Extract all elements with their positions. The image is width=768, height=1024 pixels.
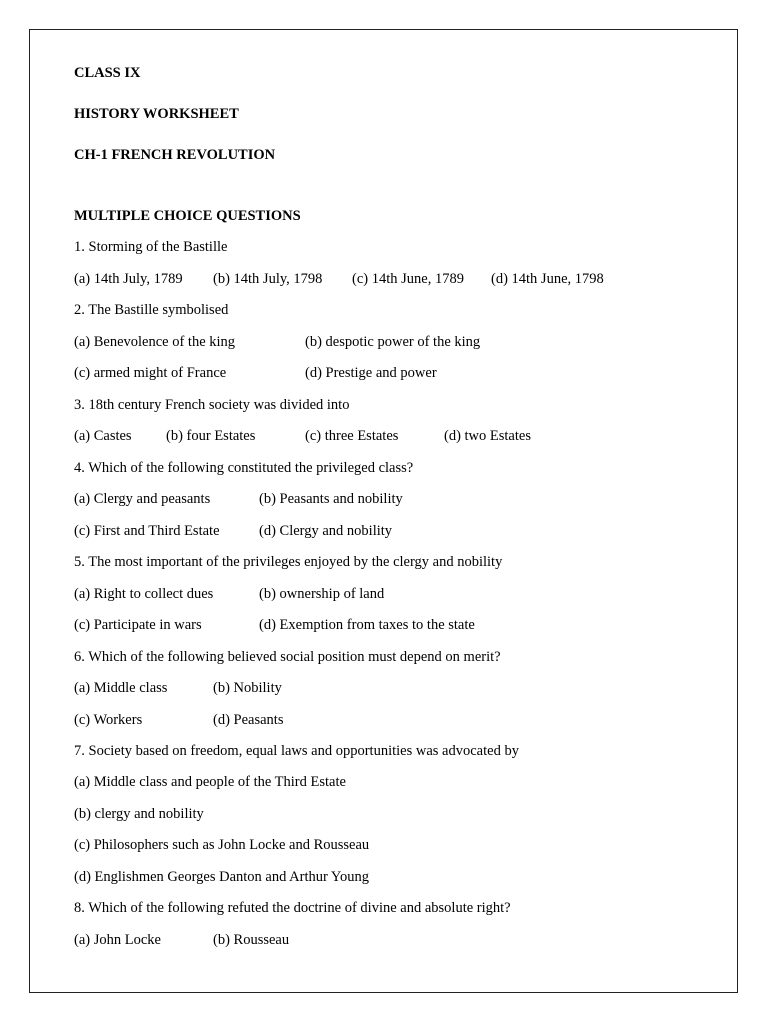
option-c: (c) three Estates — [305, 428, 399, 444]
option-c: (c) Participate in wars — [74, 617, 202, 633]
option-a: (a) Castes — [74, 428, 132, 444]
option-c: (c) Philosophers such as John Locke and Rousseau — [74, 837, 370, 853]
option-c: (c) Workers — [74, 712, 143, 728]
option-d: (d) Exemption from taxes to the state — [259, 617, 475, 633]
question-4: 4. Which of the following constituted the privileged class? — [74, 460, 414, 476]
option-b: (b) ownership of land — [259, 586, 385, 602]
option-b: (b) clergy and nobility — [74, 806, 204, 822]
option-b: (b) despotic power of the king — [305, 334, 481, 350]
question-3: 3. 18th century French society was divided into — [74, 397, 350, 413]
option-c: (c) armed might of France — [74, 365, 227, 381]
option-a: (a) Benevolence of the king — [74, 334, 236, 350]
option-b: (b) four Estates — [166, 428, 256, 444]
option-c: (c) 14th June, 1789 — [352, 271, 464, 287]
option-a: (a) Right to collect dues — [74, 586, 214, 602]
question-2: 2. The Bastille symbolised — [74, 302, 229, 318]
option-a: (a) John Locke — [74, 932, 161, 948]
option-b: (b) Peasants and nobility — [259, 491, 403, 507]
option-b: (b) Nobility — [213, 680, 282, 696]
option-d: (d) two Estates — [444, 428, 531, 444]
worksheet-title: HISTORY WORKSHEET — [74, 106, 239, 122]
question-5: 5. The most important of the privileges enjoyed by the clergy and nobility — [74, 554, 503, 570]
class-heading: CLASS IX — [74, 65, 141, 81]
option-a: (a) 14th July, 1789 — [74, 271, 183, 287]
question-8: 8. Which of the following refuted the doctrine of divine and absolute right? — [74, 900, 511, 916]
option-a: (a) Middle class and people of the Third Estate — [74, 774, 346, 790]
question-1: 1. Storming of the Bastille — [74, 239, 228, 255]
section-heading: MULTIPLE CHOICE QUESTIONS — [74, 208, 301, 224]
option-a: (a) Middle class — [74, 680, 168, 696]
option-c: (c) First and Third Estate — [74, 523, 220, 539]
option-b: (b) 14th July, 1798 — [213, 271, 323, 287]
option-b: (b) Rousseau — [213, 932, 290, 948]
option-d: (d) Peasants — [213, 712, 284, 728]
option-d: (d) Prestige and power — [305, 365, 437, 381]
option-d: (d) Englishmen Georges Danton and Arthur Young — [74, 869, 369, 885]
chapter-title: CH-1 FRENCH REVOLUTION — [74, 147, 276, 163]
question-6: 6. Which of the following believed social position must depend on merit? — [74, 649, 501, 665]
question-7: 7. Society based on freedom, equal laws and opportunities was advocated by — [74, 743, 519, 759]
option-a: (a) Clergy and peasants — [74, 491, 211, 507]
option-d: (d) Clergy and nobility — [259, 523, 393, 539]
option-d: (d) 14th June, 1798 — [491, 271, 604, 287]
